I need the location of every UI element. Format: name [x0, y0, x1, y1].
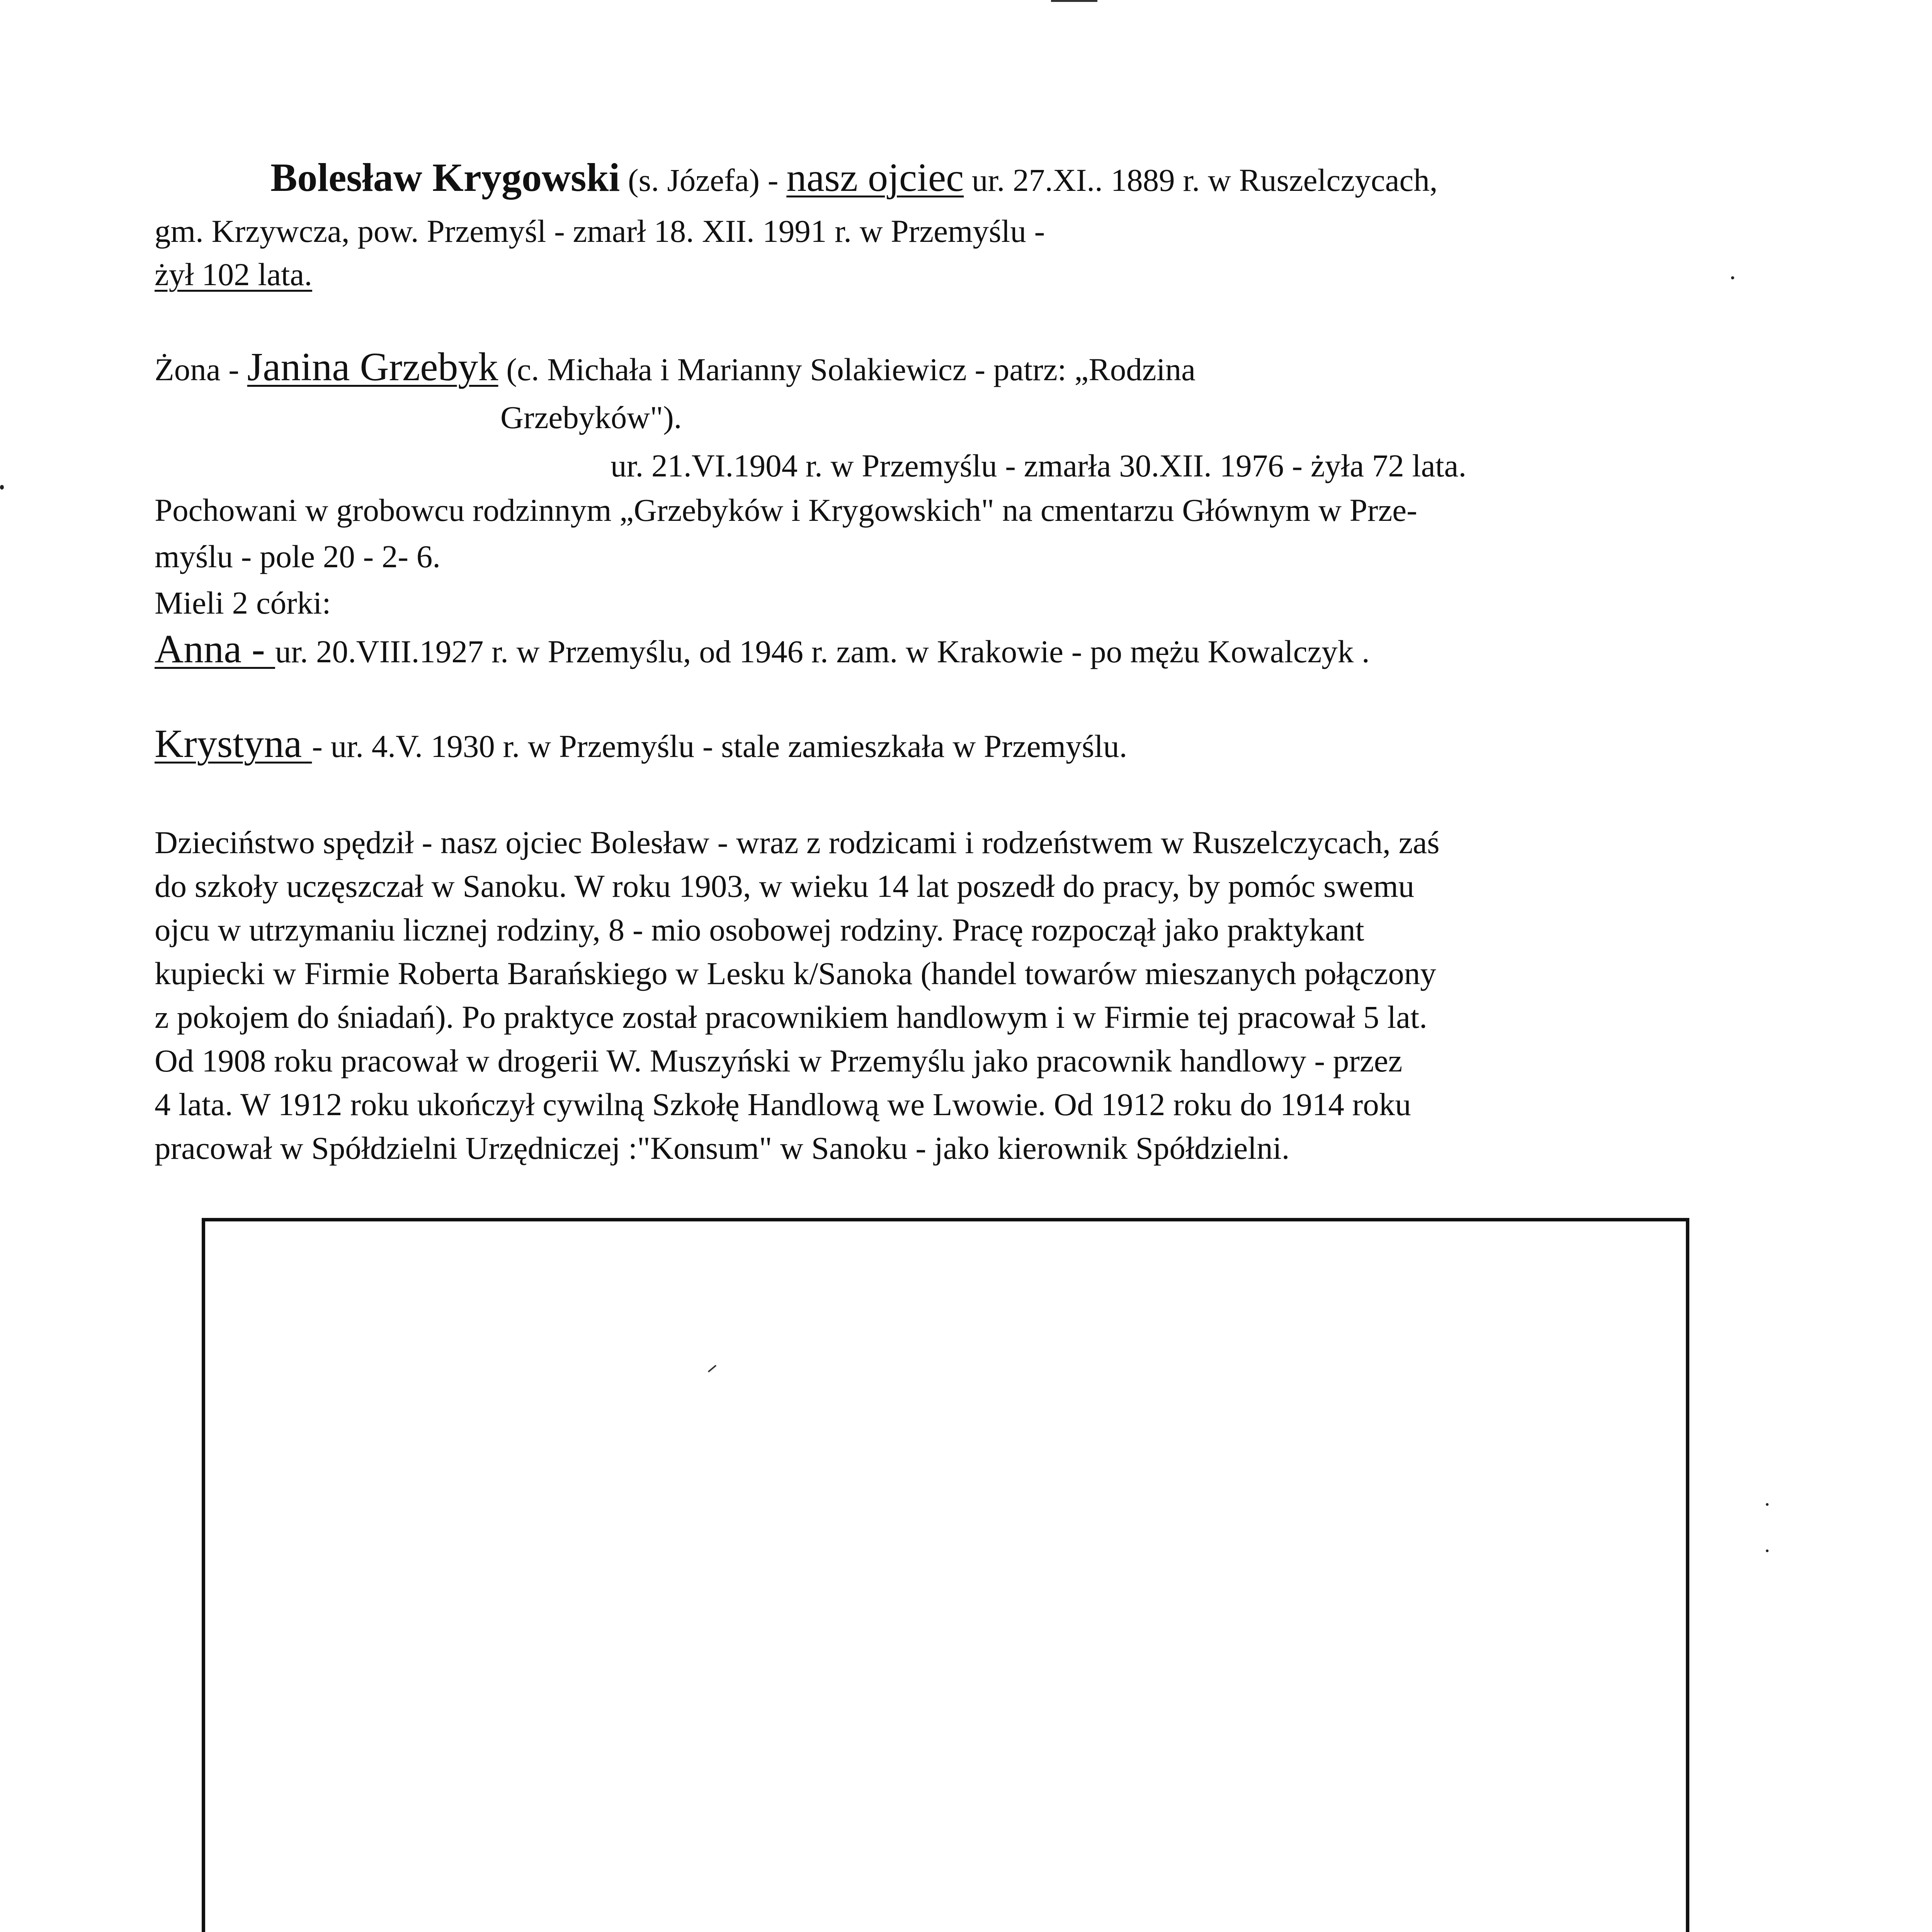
person-name: Bolesław Krygowski: [270, 155, 620, 200]
spouse-line-5: myślu - pole 20 - 2- 6.: [155, 539, 440, 574]
spouse-label: Żona -: [155, 352, 247, 387]
spouse-line-4: Pochowani w grobowcu rodzinnym „Grzebyków i Krygowskich" na cmentarzu Głównym w Prze-: [155, 492, 1417, 528]
krystyna-name: Krystyna: [155, 721, 312, 766]
scan-speck: [1766, 1549, 1769, 1552]
scan-speck: [0, 485, 4, 490]
childhood-line: Dzieciństwo spędził - nasz ojciec Bolesław - wraz z rodzicami i rodzeństwem w Ruszelczycach, zaś: [155, 825, 1440, 860]
spouse-line-1: [155, 345, 1196, 389]
spouse-line-6: Mieli 2 córki:: [155, 585, 331, 621]
daughter-krystyna: [155, 721, 1128, 766]
anna-name: Anna -: [155, 627, 275, 671]
entry-parent: (s. Józefa) -: [620, 162, 787, 198]
childhood-line: ojcu w utrzymaniu licznej rodziny, 8 - mio osobowej rodziny. Pracę rozpoczął jako praktykant: [155, 912, 1364, 947]
spouse-line-3: ur. 21.VI.1904 r. w Przemyślu - zmarła 30.XII. 1976 - żyła 72 lata.: [611, 448, 1467, 483]
entry-line-2: gm. Krzywcza, pow. Przemyśl - zmarł 18. XII. 1991 r. w Przemyślu -: [155, 213, 1045, 249]
spouse-parents: (c. Michała i Marianny Solakiewicz - patrz: „Rodzina: [498, 352, 1196, 387]
childhood-line: 4 lata. W 1912 roku ukończył cywilną Szkołę Handlową we Lwowie. Od 1912 roku do 1914 roku: [155, 1087, 1411, 1122]
photo-placeholder-frame: [202, 1218, 1689, 1932]
scan-speck: [1766, 1503, 1769, 1506]
entry-relation: nasz ojciec: [786, 155, 964, 200]
childhood-line: z pokojem do śniadań). Po praktyce został pracownikiem handlowym i w Firmie tej pracował 5 lat.: [155, 999, 1427, 1035]
entry-birth: ur. 27.XI.. 1889 r. w Ruszelczycach,: [964, 162, 1438, 198]
childhood-line: Od 1908 roku pracował w drogerii W. Muszyński w Przemyślu jako pracownik handlowy - przez: [155, 1043, 1403, 1078]
krystyna-details: - ur. 4.V. 1930 r. w Przemyślu - stale zamieszkała w Przemyślu.: [312, 728, 1128, 764]
scan-speck: [1731, 276, 1734, 279]
daughter-anna: [155, 627, 1370, 671]
childhood-line: pracował w Spółdzielni Urzędniczej :"Konsum" w Sanoku - jako kierownik Spółdzielni.: [155, 1130, 1290, 1166]
childhood-line: do szkoły uczęszczał w Sanoku. W roku 1903, w wieku 14 lat poszedł do pracy, by pomóc swemu: [155, 868, 1415, 904]
spouse-line-2: Grzebyków").: [500, 400, 682, 435]
entry-line-1: [270, 155, 1438, 200]
top-scan-mark: [1051, 0, 1097, 2]
spouse-name: Janina Grzebyk: [247, 345, 498, 389]
childhood-line: kupiecki w Firmie Roberta Barańskiego w Lesku k/Sanoka (handel towarów mieszanych połączony: [155, 956, 1436, 991]
entry-line-3: żył 102 lata.: [155, 257, 312, 292]
anna-details: ur. 20.VIII.1927 r. w Przemyślu, od 1946 r. zam. w Krakowie - po mężu Kowalczyk .: [275, 634, 1370, 669]
